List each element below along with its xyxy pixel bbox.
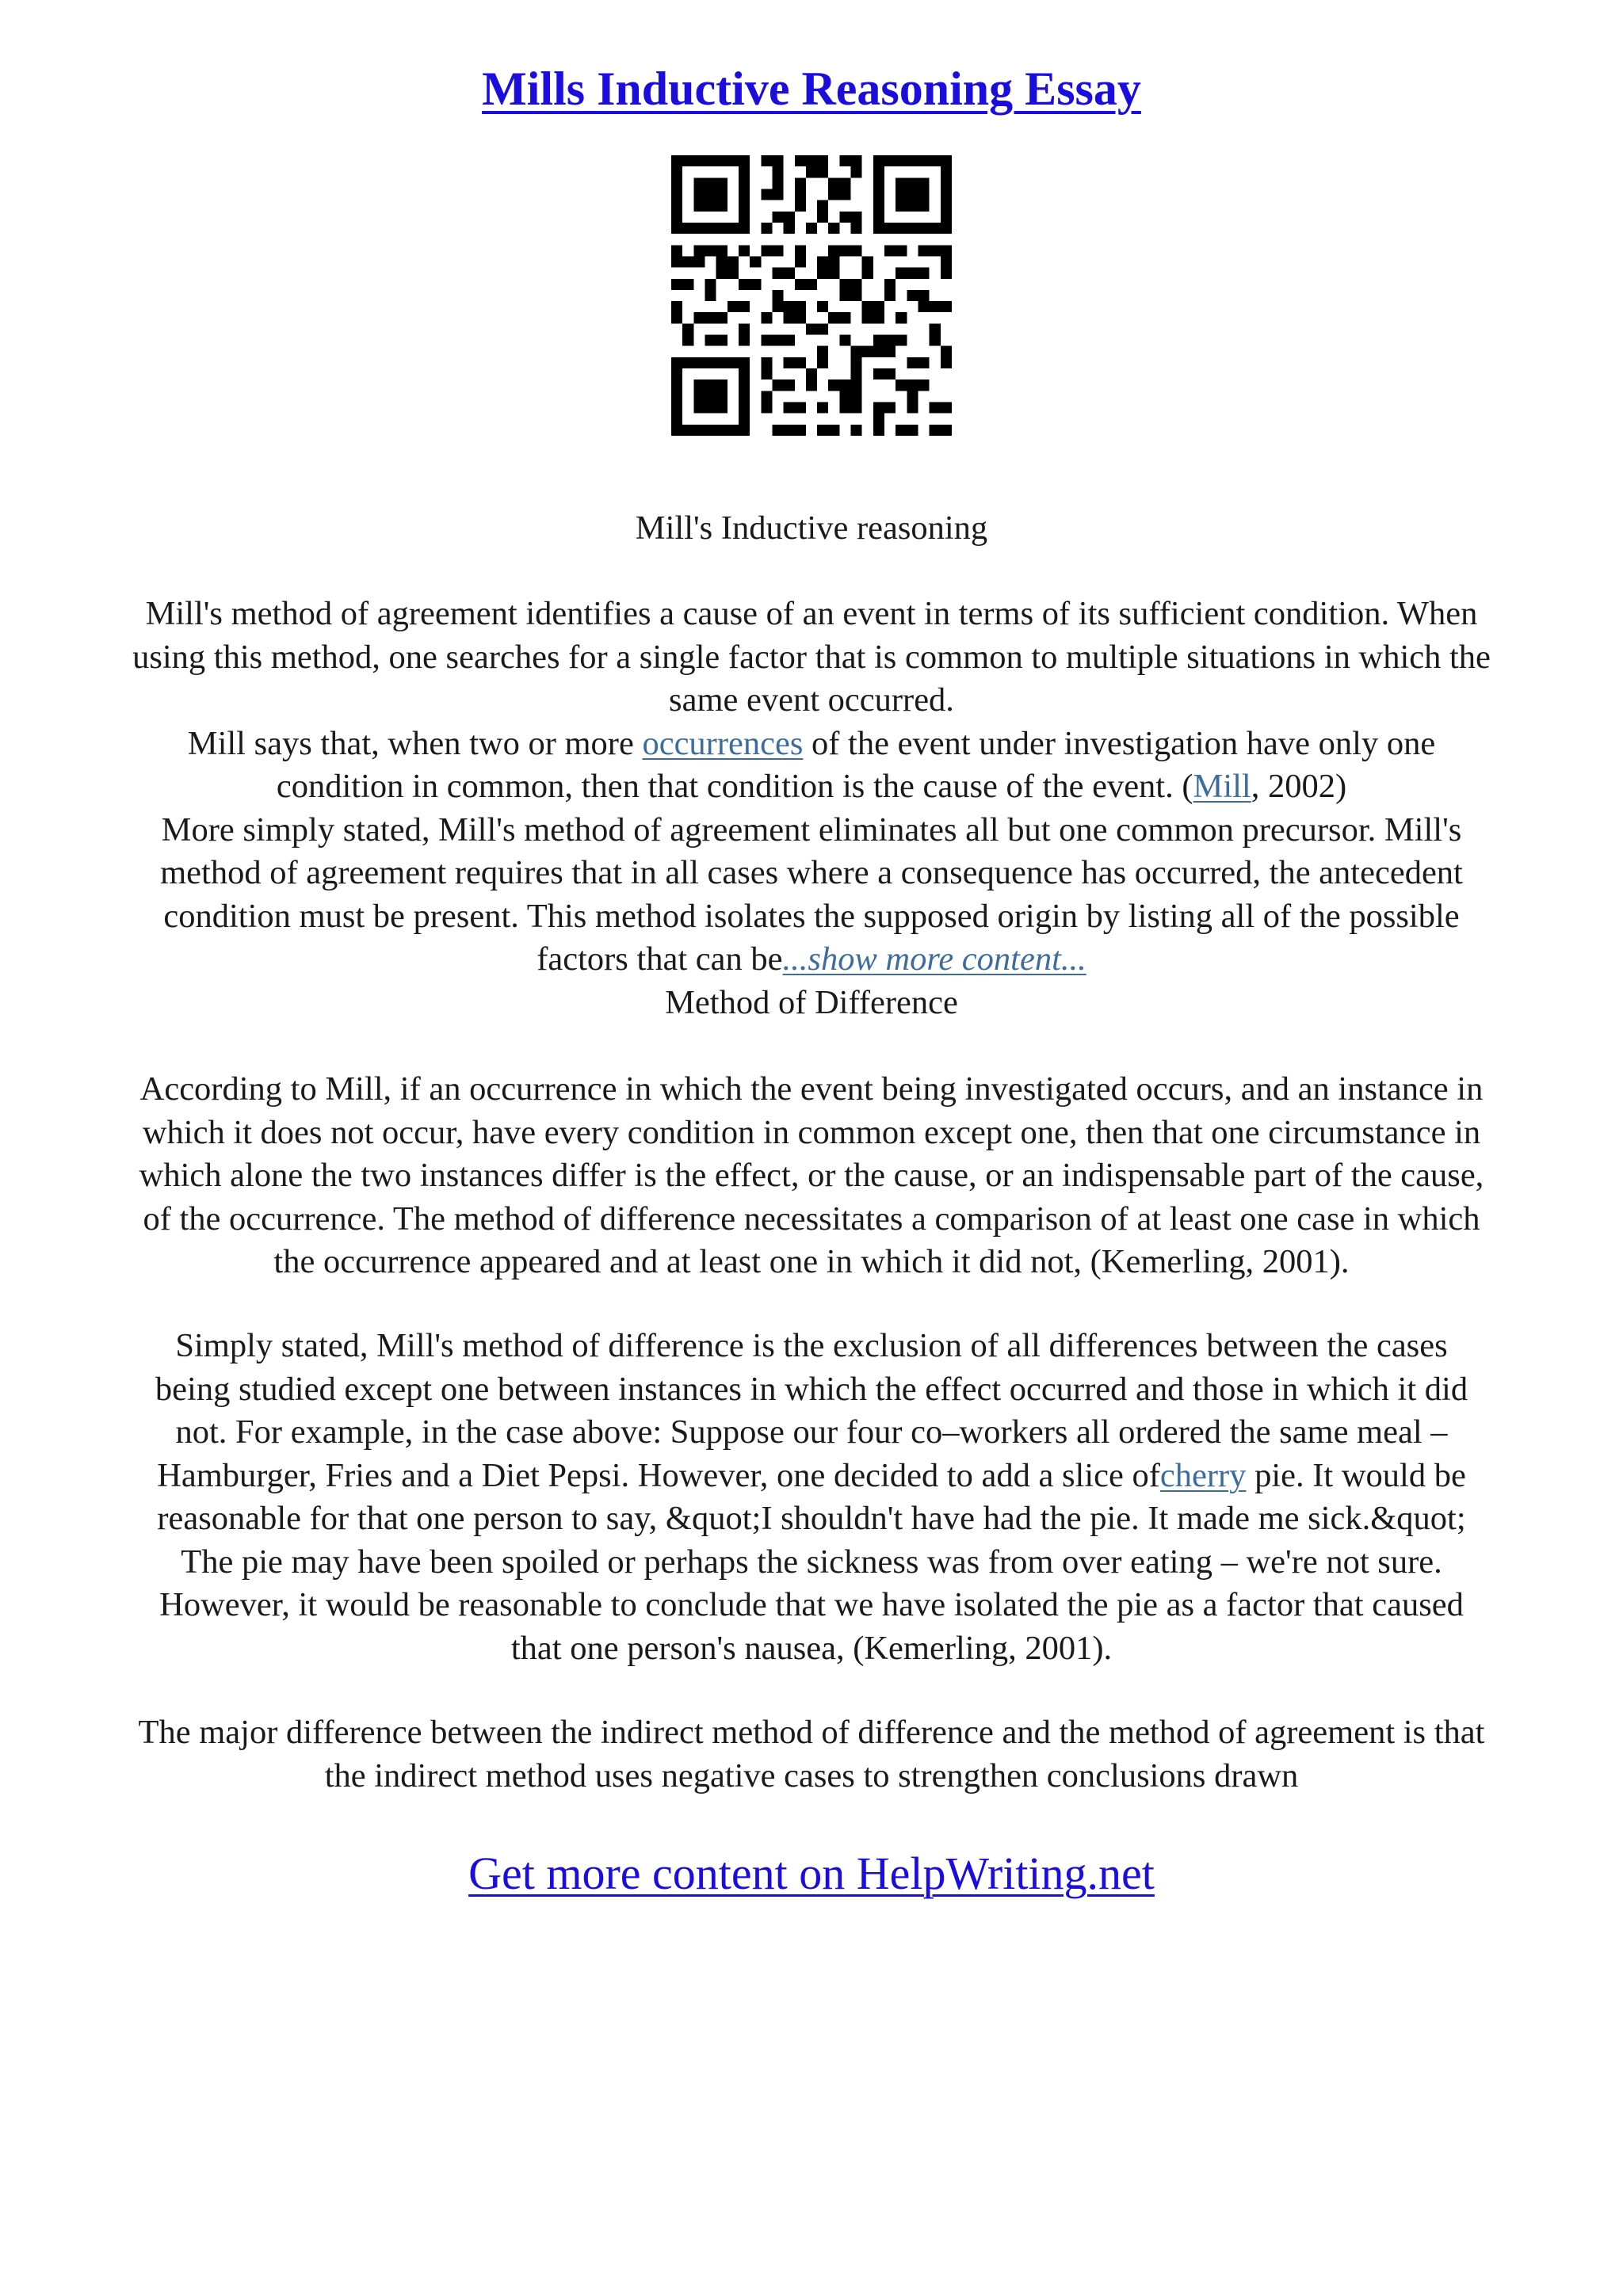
text-line: According to Mill, if an occurrence in which the event being investigated occurs, and an instance in [139, 1070, 1484, 1108]
text-line: condition must be present. This method isolates the supposed origin by listing all of the possible [163, 897, 1460, 935]
text-line: Mill's method of agreement identifies a cause of an event in terms of its sufficient condition. When [145, 595, 1478, 632]
text-line: same event occurred. [669, 681, 954, 719]
text-line: using this method, one searches for a single factor that is common to multiple situations in which the [132, 638, 1491, 676]
text-line: Hamburger, Fries and a Diet Pepsi. However, one decided to add a slice of [157, 1456, 1160, 1494]
text-line: of the occurrence. The method of difference necessitates a comparison of at least one case in which [143, 1199, 1480, 1238]
text-line: Mill says that, when two or more [187, 724, 643, 762]
paragraph-method-of-difference [55, 1068, 1568, 1284]
text-line: the occurrence appeared and at least one in which it did not, (Kemerling, 2001). [273, 1243, 1350, 1280]
text-line: factors that can be [537, 940, 783, 978]
text-line: which alone the two instances differ is the effect, or the cause, or an indispensable part of the cause, [139, 1157, 1484, 1194]
document-title [0, 57, 1623, 120]
paragraph-method-of-agreement [55, 593, 1568, 1024]
footer [0, 1842, 1623, 1905]
text-line: the indirect method uses negative cases to strengthen conclusions drawn [324, 1756, 1299, 1794]
show-more-link[interactable]: ...show more content... [782, 940, 1086, 978]
mill-link[interactable]: Mill [1193, 768, 1251, 805]
occurrences-link[interactable]: occurrences [642, 724, 804, 762]
text-line: However, it would be reasonable to conclude that we have isolated the pie as a factor that caused [159, 1586, 1464, 1623]
text-line: not. For example, in the case above: Suppose our four co–workers all ordered the same meal – [175, 1413, 1448, 1451]
text-line: reasonable for that one person to say, &quot;I shouldn't have had the pie. It made me sick.&quot; [157, 1500, 1466, 1537]
text-line: Simply stated, Mill's method of difference is the exclusion of all differences between the cases [175, 1327, 1448, 1364]
text-line: More simply stated, Mill's method of agreement eliminates all but one common precursor. Mill's [161, 810, 1462, 849]
text-line: condition in common, then that condition is the cause of the event. ( [276, 768, 1193, 805]
get-more-content-link[interactable]: Get more content on HelpWriting.net [468, 1848, 1155, 1899]
text-line: of the event under investigation have only one [803, 724, 1436, 762]
text-line: that one person's nausea, (Kemerling, 2001). [510, 1629, 1113, 1667]
text-line: The pie may have been spoiled or perhaps the sickness was from over eating – we're not sure. [181, 1543, 1442, 1581]
qr-code-icon [671, 155, 952, 436]
essay-subheading: Mill's Inductive reasoning [635, 509, 988, 547]
title-link[interactable]: Mills Inductive Reasoning Essay [482, 63, 1141, 115]
section-heading-method-of-difference: Method of Difference [665, 983, 958, 1021]
text-line: pie. It would be [1246, 1456, 1466, 1494]
text-line: which it does not occur, have every condition in common except one, then that one circumstance in [142, 1113, 1481, 1151]
cherry-link[interactable]: cherry [1159, 1456, 1247, 1494]
text-line: , 2002) [1251, 768, 1347, 805]
text-line: being studied except one between instances in which the effect occurred and those in which it did [155, 1370, 1468, 1408]
paragraph-example [55, 1325, 1568, 1670]
paragraph-major-difference [55, 1711, 1568, 1798]
text-line: The major difference between the indirect method of difference and the method of agreement is that [138, 1714, 1485, 1751]
text-line: method of agreement requires that in all cases where a consequence has occurred, the antecedent [160, 854, 1463, 891]
